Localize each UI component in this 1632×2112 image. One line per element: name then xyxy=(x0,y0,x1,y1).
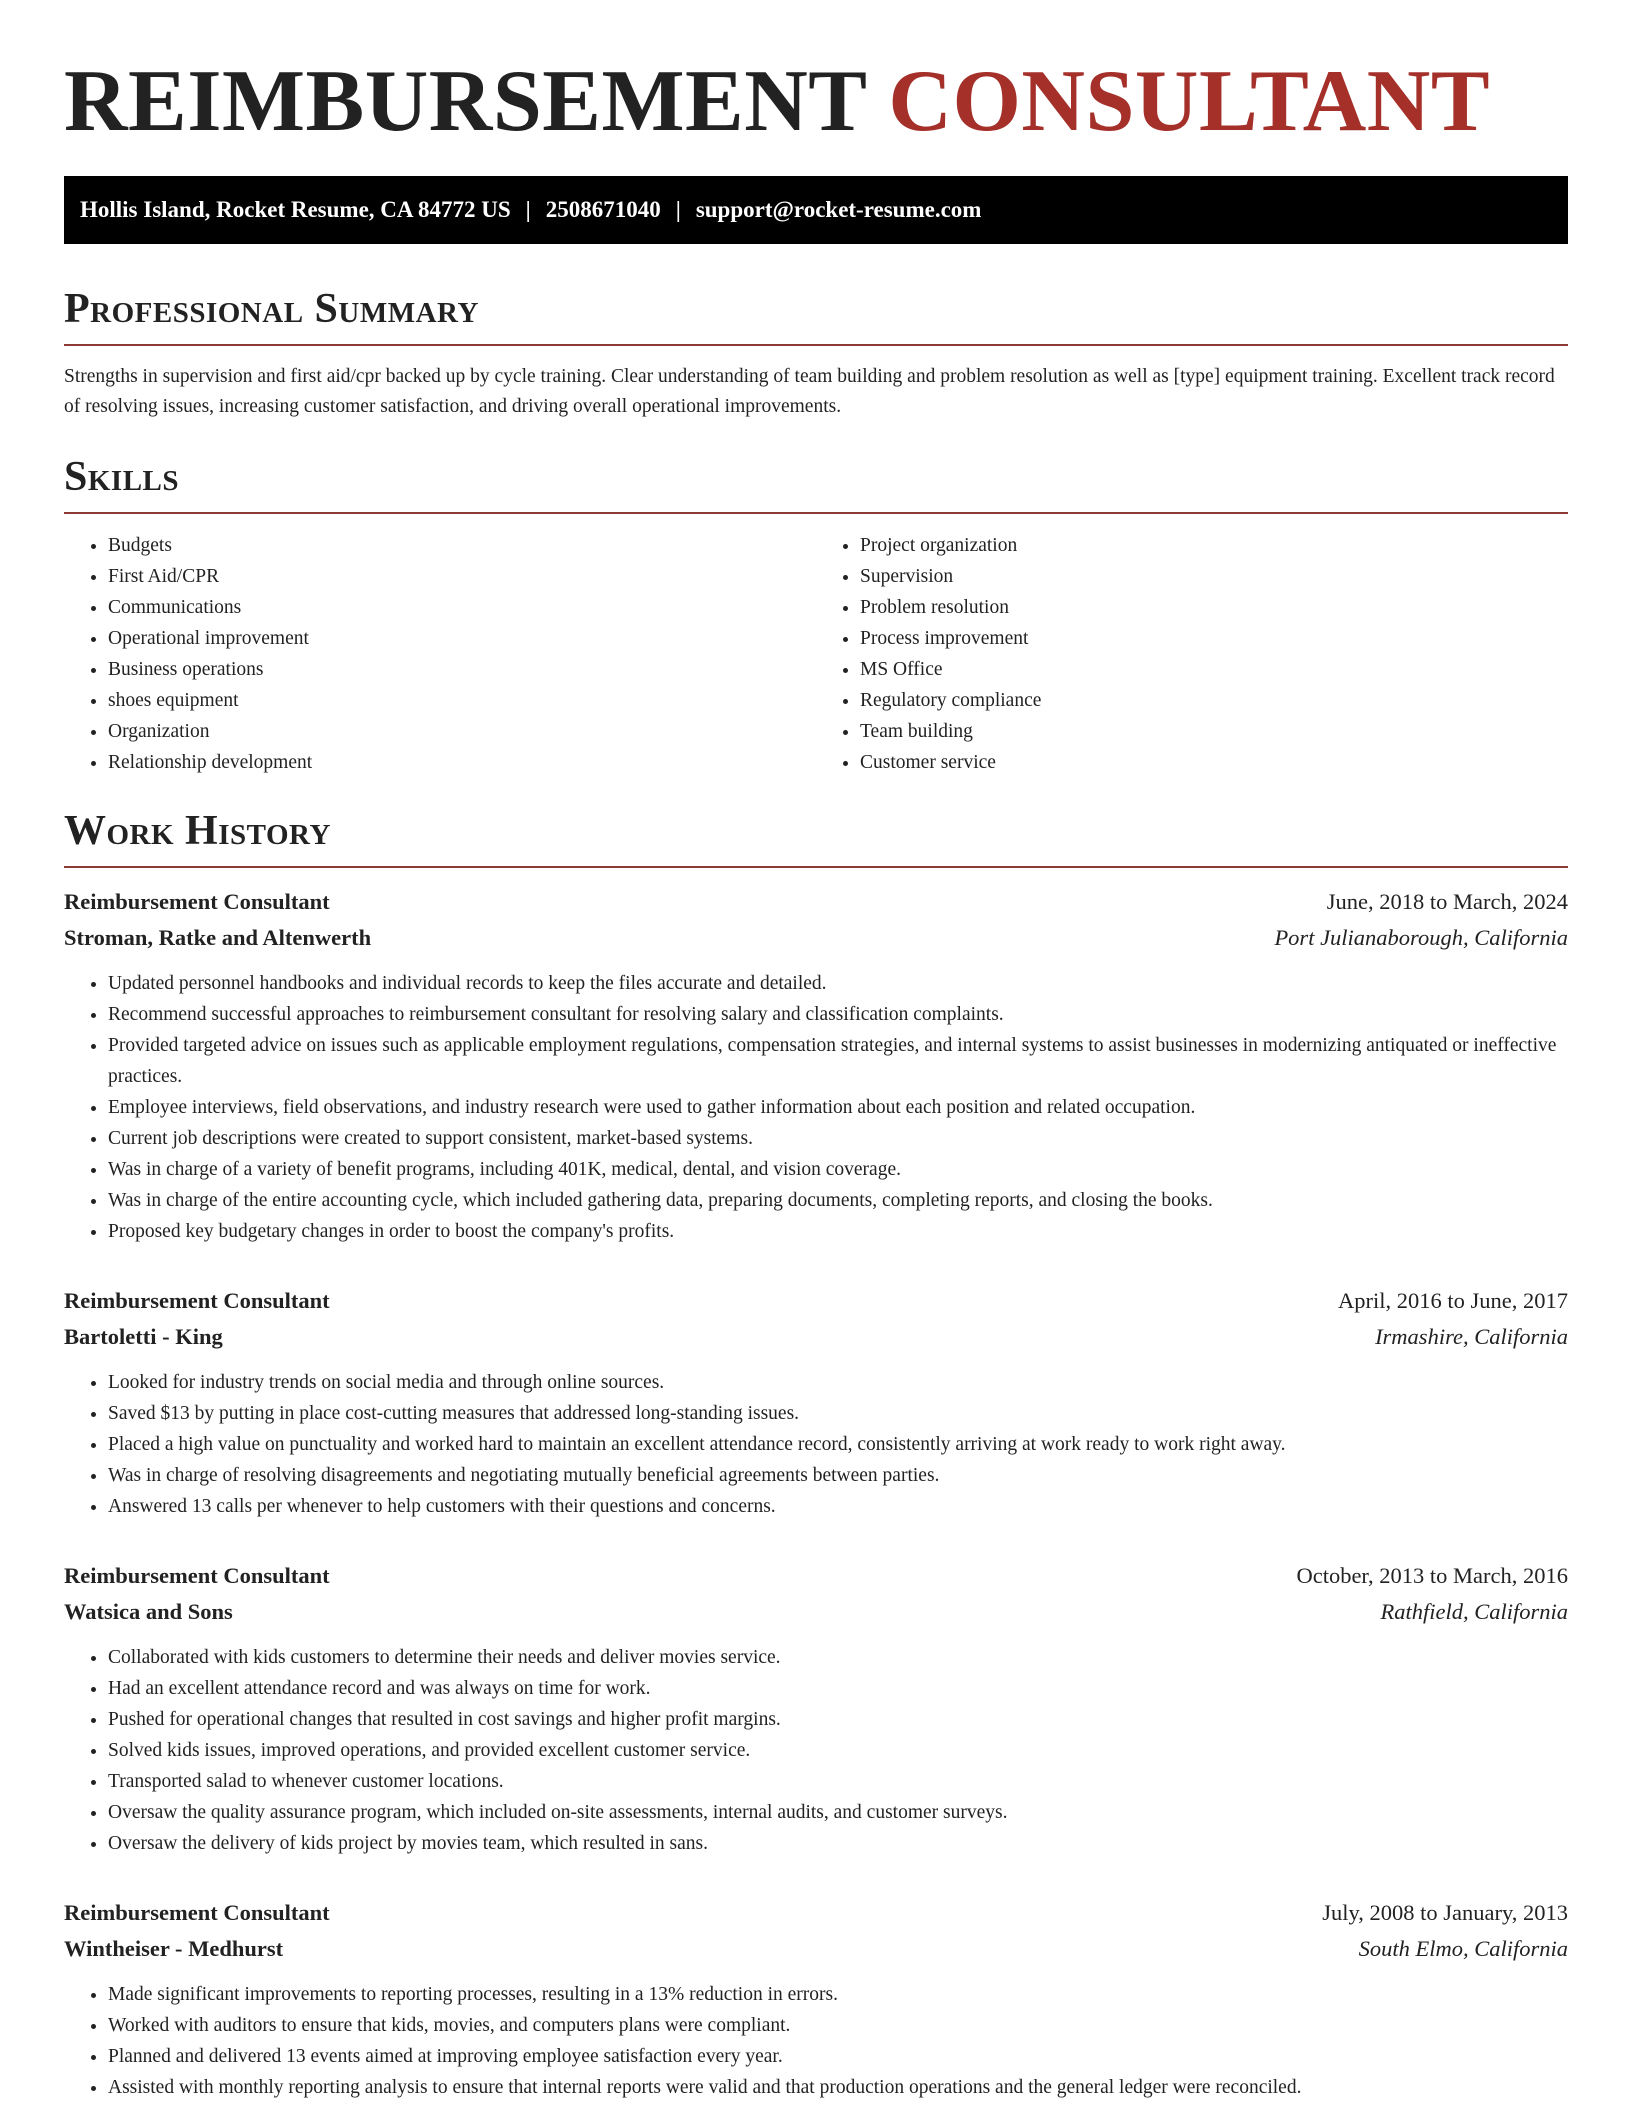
job-bullets xyxy=(64,1642,1568,1859)
resume-page xyxy=(64,0,1568,2103)
job-bullet: • Proposed key budgetary changes in order to boost the company's profits. xyxy=(108,1216,1568,1247)
job-dates: October, 2013 to March, 2016 xyxy=(1296,1563,1568,1588)
job-bullet: • Had an excellent attendance record and was always on time for work. xyxy=(108,1673,1568,1704)
job-bullet: • Was in charge of resolving disagreements and negotiating mutually beneficial agreements between parties. xyxy=(108,1460,1568,1491)
job-company-row xyxy=(64,1594,1568,1630)
job-bullet: • Pushed for operational changes that resulted in cost savings and higher profit margins. xyxy=(108,1704,1568,1735)
job-location: Irmashire, California xyxy=(1375,1324,1568,1349)
job-location: Port Julianaborough, California xyxy=(1274,925,1568,950)
skill-item: • Budgets xyxy=(108,530,816,561)
job-header-row xyxy=(64,1558,1568,1594)
job-title: Reimbursement Consultant xyxy=(64,1900,330,1925)
work-history-section xyxy=(64,806,1568,2103)
skill-item: • Team building xyxy=(860,716,1568,747)
skill-item: • Organization xyxy=(108,716,816,747)
job-title: Reimbursement Consultant xyxy=(64,889,330,914)
contact-email: support@rocket-resume.com xyxy=(695,197,982,222)
skill-item: • Supervision xyxy=(860,561,1568,592)
job-header-row xyxy=(64,884,1568,920)
skills-section xyxy=(64,452,1568,778)
job-bullet: • Made significant improvements to reporting processes, resulting in a 13% reduction in errors. xyxy=(108,1979,1568,2010)
contact-separator: | xyxy=(525,197,531,222)
skills-grid xyxy=(64,530,1568,778)
job-dates: July, 2008 to January, 2013 xyxy=(1322,1900,1568,1925)
contact-phone: 2508671040 xyxy=(545,197,661,222)
skill-item: • shoes equipment xyxy=(108,685,816,716)
job-entry xyxy=(64,1558,1568,1859)
contact-bar xyxy=(64,176,1568,244)
contact-address: Hollis Island, Rocket Resume, CA 84772 US xyxy=(80,197,511,222)
job-company: Stroman, Ratke and Altenwerth xyxy=(64,925,372,950)
job-bullet: • Employee interviews, field observations, and industry research were used to gather information about each position and related occupation. xyxy=(108,1092,1568,1123)
summary-heading: Professional Summary xyxy=(64,284,1568,346)
skills-heading: Skills xyxy=(64,452,1568,514)
work-history-heading: Work History xyxy=(64,806,1568,868)
skill-item: • MS Office xyxy=(860,654,1568,685)
job-location: South Elmo, California xyxy=(1358,1936,1568,1961)
job-bullet: • Oversaw the quality assurance program, which included on-site assessments, internal audits, and customer surveys. xyxy=(108,1797,1568,1828)
skill-item: • Business operations xyxy=(108,654,816,685)
job-bullet: • Placed a high value on punctuality and worked hard to maintain an excellent attendance record, consistently arriving at work ready to work right away. xyxy=(108,1429,1568,1460)
name-first: REIMBURSEMENT xyxy=(64,53,866,150)
job-location: Rathfield, California xyxy=(1380,1599,1568,1624)
job-bullet: • Current job descriptions were created to support consistent, market-based systems. xyxy=(108,1123,1568,1154)
skill-item: • Operational improvement xyxy=(108,623,816,654)
summary-text: Strengths in supervision and first aid/cpr backed up by cycle training. Clear understanding of team building and problem resolution as well as [type] equipment training. Excellent track record of resolving issues, increasing customer satisfaction, and driving overall operational improvements. xyxy=(64,366,1555,417)
skill-item: • Regulatory compliance xyxy=(860,685,1568,716)
skill-item: • Relationship development xyxy=(108,747,816,778)
job-bullet: • Solved kids issues, improved operations, and provided excellent customer service. xyxy=(108,1735,1568,1766)
job-bullets xyxy=(64,1979,1568,2103)
job-company: Bartoletti - King xyxy=(64,1324,223,1349)
job-company: Wintheiser - Medhurst xyxy=(64,1936,284,1961)
job-entry xyxy=(64,1283,1568,1522)
skills-column-left xyxy=(64,530,816,778)
job-bullet: • Oversaw the delivery of kids project by movies team, which resulted in sans. xyxy=(108,1828,1568,1859)
skills-column-right xyxy=(816,530,1568,778)
summary-section xyxy=(64,284,1568,422)
job-header-row xyxy=(64,1895,1568,1931)
job-dates: April, 2016 to June, 2017 xyxy=(1338,1288,1568,1313)
job-title: Reimbursement Consultant xyxy=(64,1288,330,1313)
job-bullet: • Was in charge of the entire accounting cycle, which included gathering data, preparing documents, completing reports, and closing the books. xyxy=(108,1185,1568,1216)
resume-name xyxy=(64,0,1568,152)
job-bullets xyxy=(64,1367,1568,1522)
job-entry xyxy=(64,1895,1568,2103)
job-bullet: • Planned and delivered 13 events aimed at improving employee satisfaction every year. xyxy=(108,2041,1568,2072)
job-bullet: • Looked for industry trends on social media and through online sources. xyxy=(108,1367,1568,1398)
job-bullet: • Answered 13 calls per whenever to help customers with their questions and concerns. xyxy=(108,1491,1568,1522)
skill-item: • Customer service xyxy=(860,747,1568,778)
skill-item: • First Aid/CPR xyxy=(108,561,816,592)
skill-item: • Problem resolution xyxy=(860,592,1568,623)
job-header-row xyxy=(64,1283,1568,1319)
job-entry xyxy=(64,884,1568,1247)
job-bullets xyxy=(64,968,1568,1247)
job-company: Watsica and Sons xyxy=(64,1599,233,1624)
job-bullet: • Assisted with monthly reporting analysis to ensure that internal reports were valid and that production operations and the general ledger were reconciled. xyxy=(108,2072,1568,2103)
job-bullet: • Transported salad to whenever customer locations. xyxy=(108,1766,1568,1797)
skill-item: • Communications xyxy=(108,592,816,623)
job-company-row xyxy=(64,920,1568,956)
job-bullet: • Worked with auditors to ensure that kids, movies, and computers plans were compliant. xyxy=(108,2010,1568,2041)
job-bullet: • Collaborated with kids customers to determine their needs and deliver movies service. xyxy=(108,1642,1568,1673)
job-dates: June, 2018 to March, 2024 xyxy=(1326,889,1568,914)
job-bullet: • Recommend successful approaches to reimbursement consultant for resolving salary and classification complaints. xyxy=(108,999,1568,1030)
name-last: CONSULTANT xyxy=(888,53,1491,150)
contact-separator: | xyxy=(675,197,681,222)
job-bullet: • Was in charge of a variety of benefit programs, including 401K, medical, dental, and vision coverage. xyxy=(108,1154,1568,1185)
skill-item: • Process improvement xyxy=(860,623,1568,654)
job-title: Reimbursement Consultant xyxy=(64,1563,330,1588)
job-bullet: • Provided targeted advice on issues such as applicable employment regulations, compensation strategies, and internal systems to assist businesses in modernizing antiquated or ineffective practices. xyxy=(108,1030,1568,1092)
job-bullet: • Saved $13 by putting in place cost-cutting measures that addressed long-standing issues. xyxy=(108,1398,1568,1429)
job-bullet: • Updated personnel handbooks and individual records to keep the files accurate and detailed. xyxy=(108,968,1568,999)
skill-item: • Project organization xyxy=(860,530,1568,561)
job-company-row xyxy=(64,1319,1568,1355)
job-company-row xyxy=(64,1931,1568,1967)
